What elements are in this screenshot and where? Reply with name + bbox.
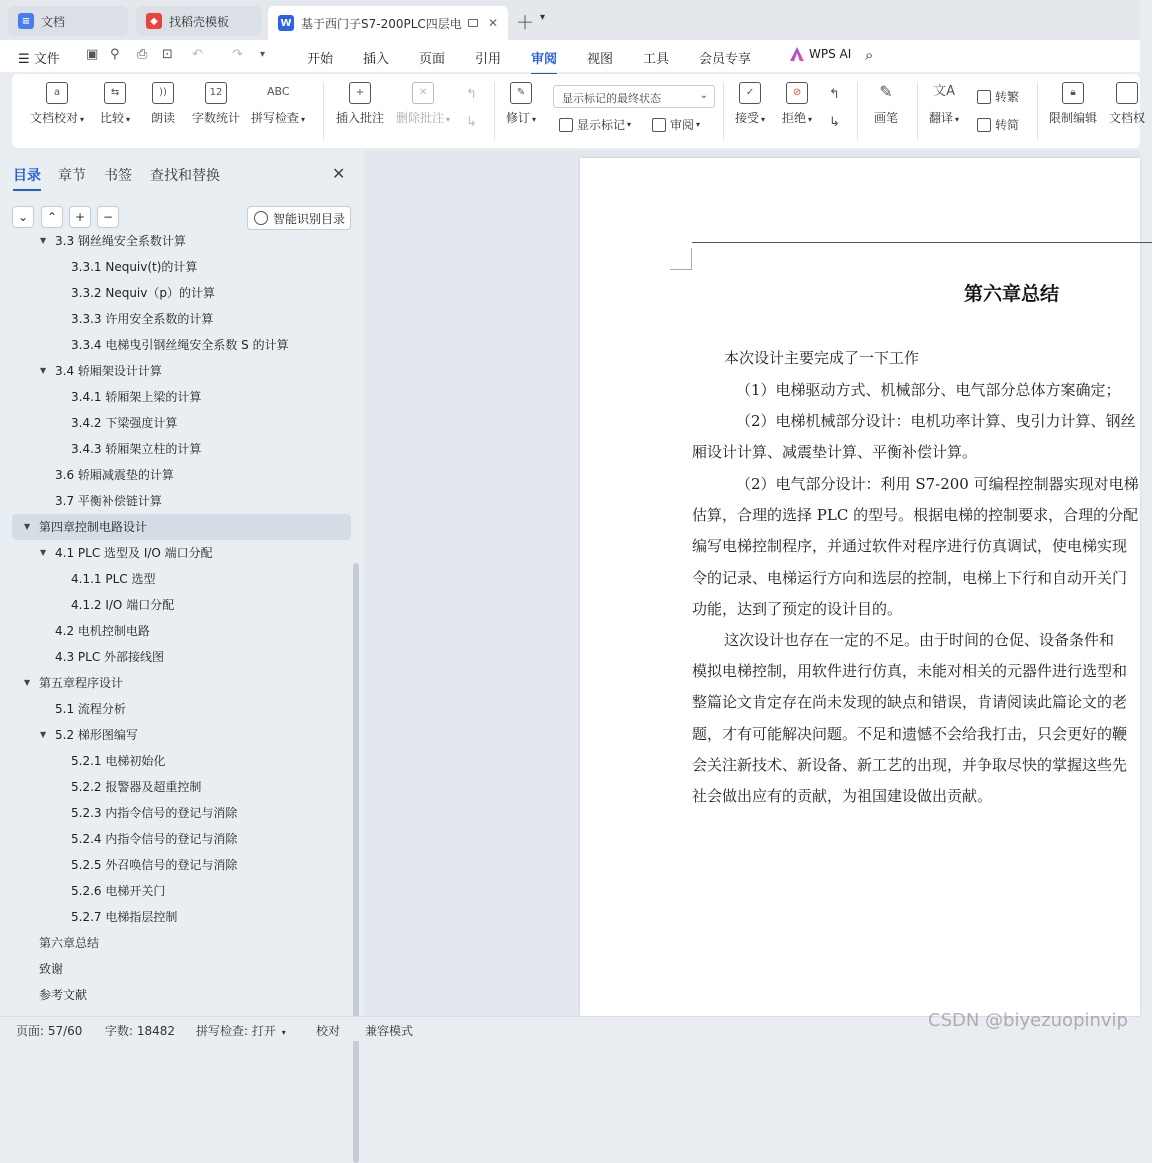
toc-item-label: 5.2.7 电梯指层控制 [71,910,178,924]
pen-button[interactable] [874,82,898,126]
markup-state-value: 显示标记的最终状态 [562,92,661,105]
toc-item[interactable] [0,280,352,306]
markup-state-select[interactable] [553,85,715,108]
delete-comment-button[interactable]: ✕ 删除批注 ▾ [396,82,450,126]
paragraph-line: （2）电气部分设计：利用 S7-200 可编程控制器实现对电梯 [736,475,1139,493]
doc-rights-icon [1116,82,1138,104]
wps-ai-icon [790,47,804,61]
collapse-down-button[interactable]: ⌄ [12,206,34,228]
toc-item-label: 3.3.1 Nequiv(t)的计算 [71,260,198,274]
toc-item[interactable] [0,644,352,670]
ribbon-divider [323,82,324,140]
show-markup-label: 显示标记 [577,118,626,132]
toc-item-label: 致谢 [39,962,64,976]
paragraph-line: 令的记录、电梯运行方向和选层的控制，电梯上下行和自动开关门 [692,569,1128,587]
toc-item-label: 5.2.3 内指令信号的登记与消除 [71,806,238,820]
chevron-down-icon: ⌄ [699,90,708,101]
paragraph-line: 题，才有可能解决问题。不足和遗憾不会给我打击，只会更好的鞭 [692,725,1128,743]
undo-icon[interactable]: ↶ [192,47,203,62]
tab-review[interactable]: 审阅 [531,48,557,67]
toc-item[interactable] [0,696,352,722]
revise-label: 修订 [506,111,531,125]
translate-icon: 文A [933,84,955,99]
close-tab-icon[interactable]: ✕ [487,16,498,30]
toc-item[interactable] [0,228,352,254]
to-simplified-label: 转简 [995,118,1020,132]
review-pane-icon [652,118,666,132]
toc-item[interactable] [0,956,352,982]
read-aloud-label: 朗读 [151,111,176,125]
expand-triangle-icon[interactable]: ▼ [40,236,47,245]
nav-tab-toc[interactable]: 目录 [13,165,41,185]
compare-button[interactable]: ⇆ 比较 ▾ [100,82,130,126]
simplified-icon [977,118,991,132]
toc-item[interactable] [0,774,352,800]
expand-all-button[interactable]: + [69,206,91,228]
delete-comment-label: 删除批注 [396,111,445,125]
tab-page[interactable]: 页面 [419,52,446,67]
next-comment-icon[interactable]: ↳ [466,115,477,130]
toc-item-label: 3.3.2 Nequiv（p）的计算 [71,286,215,300]
collapse-all-button[interactable]: − [97,206,119,228]
toc-item-label: 参考文献 [39,988,88,1002]
more-chevron-icon[interactable]: ▾ [260,49,266,60]
toc-item-label: 5.2.4 内指令信号的登记与消除 [71,832,238,846]
toc-item-label: 3.6 轿厢减震垫的计算 [55,468,174,482]
toc-item[interactable] [0,566,352,592]
toc-item[interactable] [0,930,352,956]
tab-references[interactable]: 引用 [475,52,502,67]
paragraph-line: （2）电梯机械部分设计：电机功率计算、曳引力计算、钢丝 [736,412,1136,430]
toc-item[interactable] [0,826,352,852]
compat-mode-status: 兼容模式 [365,1024,414,1038]
toc-item-label: 第五章程序设计 [39,676,124,690]
page-indicator[interactable]: 页面: 57/60 [16,1024,83,1038]
word-count-button[interactable] [192,82,240,126]
ribbon-divider [1037,82,1038,140]
toc-item-label: 第四章控制电路设计 [39,520,148,534]
lock-icon: 🔒︎ [1062,82,1084,104]
paragraph-line: 会关注新技术、新设备、新工艺的出现，并争取尽快的掌握这些先 [692,756,1128,774]
paragraph-line: 厢设计计算、减震垫计算、平衡补偿计算。 [692,443,978,461]
toc-item[interactable] [0,254,352,280]
doc-rights-button[interactable] [1109,82,1145,126]
delete-comment-icon: ✕ [412,82,434,104]
previous-comment-icon[interactable]: ↰ [466,87,477,102]
accept-button[interactable]: ✓ 接受 ▾ [735,82,765,126]
document-area [364,150,1140,1016]
file-menu[interactable]: ☰ 文件 [18,52,60,67]
proofread-status[interactable]: 校对 [316,1024,341,1038]
save-icon[interactable]: ▣ [86,47,99,62]
watermark: CSDN @biyezuopinvip [928,1010,1128,1031]
smart-toc-label: 智能识别目录 [273,211,346,226]
toc-list [0,234,352,1016]
wps-ai-label: WPS AI [809,47,852,61]
toc-item[interactable] [0,904,352,930]
toc-item-label: 5.2 梯形图编写 [55,728,138,742]
reject-label: 拒绝 [782,111,807,125]
smart-toc-icon [254,211,268,225]
word-doc-icon: W [278,15,294,31]
ribbon-divider [494,82,495,140]
toc-item-label: 3.3.3 许用安全系数的计算 [71,312,214,326]
header-rule [692,242,1152,243]
reject-icon: ⊘ [786,82,808,104]
review-pane-button[interactable]: 审阅 ▾ [652,116,700,133]
toc-item[interactable] [0,332,352,358]
paragraph-line: 编写电梯控制程序，并通过软件对程序进行仿真调试，使电梯实现 [692,537,1128,555]
reject-button[interactable]: ⊘ 拒绝 ▾ [782,82,812,126]
toc-item-label: 5.1 流程分析 [55,702,126,716]
paragraph-line: 本次设计主要完成了一下工作 [724,349,920,367]
accept-label: 接受 [735,111,760,125]
paragraph-line: 模拟电梯控制，用软件进行仿真，未能对相关的元器件进行选型和 [692,662,1128,680]
toc-item[interactable] [0,488,352,514]
to-traditional-button[interactable] [977,88,1019,105]
toc-item-label: 3.4.1 轿厢架上梁的计算 [71,390,202,404]
doc-check-button[interactable]: a 文档校对 ▾ [30,82,84,126]
pen-icon: ✎ [879,82,893,101]
traditional-icon [977,90,991,104]
chevron-down-icon[interactable]: ▾ [540,12,546,23]
expand-triangle-icon[interactable]: ▼ [24,522,31,531]
spell-check-status-label: 拼写检查: 打开 [196,1024,276,1038]
compare-icon: ⇆ [104,82,126,104]
doc-check-label: 文档校对 [30,111,79,125]
paragraph-line: 社会做出应有的贡献，为祖国建设做出贡献。 [692,787,993,805]
to-simplified-button[interactable] [977,116,1019,133]
tab-bar [0,0,1140,40]
tab-view[interactable]: 视图 [587,52,614,67]
toc-item-label: 5.2.6 电梯开关门 [71,884,166,898]
print-preview-icon[interactable]: ⊡ [162,47,173,62]
tab-docs[interactable] [8,6,128,36]
toc-item[interactable] [0,670,352,696]
redo-icon[interactable]: ↷ [232,47,243,62]
toc-item-label: 5.2.2 报警器及超重控制 [71,780,202,794]
paragraph-line: 功能，达到了预定的设计目的。 [692,600,903,618]
word-count-label: 字数统计 [192,111,241,125]
expand-triangle-icon[interactable]: ▼ [24,678,31,687]
word-count-status[interactable]: 字数: 18482 [105,1024,176,1038]
restrict-edit-button[interactable] [1049,82,1097,126]
read-aloud-button[interactable] [151,82,175,126]
tab-label: 找稻壳模板 [169,14,230,29]
toc-item[interactable] [0,878,352,904]
to-traditional-label: 转繁 [995,90,1020,104]
accept-icon: ✓ [739,82,761,104]
spell-check-button[interactable]: ABC 拼写检查 ▾ [251,82,305,126]
insert-comment-button[interactable] [336,82,384,126]
pen-label: 画笔 [874,111,899,125]
toc-item-label: 3.4.2 下梁强度计算 [71,416,178,430]
smart-toc-button[interactable] [247,206,351,230]
toc-item-label: 3.4 轿厢架设计计算 [55,364,162,378]
expand-triangle-icon[interactable]: ▼ [40,548,47,557]
tab-templates[interactable] [136,6,262,36]
toc-item[interactable] [0,592,352,618]
toc-item-label: 3.4.3 轿厢架立柱的计算 [71,442,202,456]
word-count-icon: 12 [205,82,227,104]
ribbon-divider [857,82,858,140]
tab-member[interactable]: 会员专享 [699,52,752,67]
toc-item-label: 5.2.5 外召唤信号的登记与消除 [71,858,238,872]
expand-triangle-icon[interactable]: ▼ [40,366,47,375]
paragraph-line: （1）电梯驱动方式、机械部分、电气部分总体方案确定； [736,381,1121,399]
nav-tabs [0,150,362,196]
margin-corner-mark [670,248,692,270]
tab-label: 文档 [41,14,66,29]
paragraph-line: 估算，合理的选择 PLC 的型号。根据电梯的控制要求，合理的分配 [692,506,1139,524]
toc-item-label: 4.1.2 I/O 端口分配 [71,598,175,612]
document-page[interactable] [580,158,1140,1016]
toc-item[interactable] [0,618,352,644]
menu-bar [0,40,1140,72]
close-icon[interactable]: ✕ [332,164,346,183]
search-icon[interactable]: ⌕ [865,46,874,64]
spell-check-label: 拼写检查 [251,111,300,125]
show-markup-button[interactable]: 显示标记 ▾ [559,116,631,133]
new-tab-icon[interactable]: ＋ [516,13,534,34]
expand-triangle-icon[interactable]: ▼ [40,730,47,739]
toc-item-label: 3.7 平衡补偿链计算 [55,494,162,508]
review-pane-label: 审阅 [670,118,695,132]
tab-insert[interactable]: 插入 [363,52,390,67]
toc-item[interactable] [0,410,352,436]
toc-item[interactable] [0,306,352,332]
toc-item-label: 4.1 PLC 选型及 I/O 端口分配 [55,546,213,560]
doc-check-icon: a [46,82,68,104]
show-markup-icon [559,118,573,132]
share-icon[interactable]: ⚲ [110,47,120,62]
paragraph-line: 整篇论文肯定存在尚未发现的缺点和错误，肯请阅读此篇论文的老 [692,693,1128,711]
toc-item-label: 3.3 钢丝绳安全系数计算 [55,234,186,248]
chapter-title: 第六章总结 [964,283,1060,305]
restrict-edit-label: 限制编辑 [1049,111,1098,125]
toc-item[interactable] [0,800,352,826]
toc-item-label: 3.3.4 电梯曳引钢丝绳安全系数 S 的计算 [71,338,289,352]
toc-item[interactable] [0,852,352,878]
review-ribbon [12,74,1146,148]
navigation-pane [0,150,362,1016]
revise-icon: ✎ [510,82,532,104]
toc-item[interactable] [0,436,352,462]
revise-button[interactable]: ✎ 修订 ▾ [506,82,536,126]
toc-item-label: 4.1.1 PLC 选型 [71,572,156,586]
translate-label: 翻译 [929,111,954,125]
tab-home[interactable]: 开始 [307,52,334,67]
spell-check-icon: ABC [267,85,290,98]
toc-item[interactable] [0,462,352,488]
insert-comment-label: 插入批注 [336,111,385,125]
nav-tab-bookmarks[interactable]: 书签 [104,168,132,184]
nav-tab-find-replace[interactable]: 查找和替换 [150,168,220,184]
ribbon-divider [917,82,918,140]
toc-item-label: 4.2 电机控制电路 [55,624,150,638]
toc-item-label: 5.2.1 电梯初始化 [71,754,166,768]
wps-ai-button[interactable] [790,47,851,61]
compare-label: 比较 [100,111,125,125]
previous-change-icon[interactable]: ↰ [829,87,840,102]
docs-icon: ≡ [18,13,34,29]
ribbon-divider [723,82,724,140]
translate-button[interactable]: 文A 翻译 ▾ [929,84,960,125]
screen-icon [468,19,478,27]
spell-check-status[interactable]: 拼写检查: 打开 ▾ [196,1024,286,1038]
toc-item-label: 第六章总结 [39,936,100,950]
tab-label: 基于西门子S7-200PLC四层电 [301,16,462,31]
toc-item[interactable] [0,358,352,384]
nav-tab-chapters[interactable]: 章节 [58,168,86,184]
toc-item[interactable] [0,748,352,774]
toc-scrollbar[interactable] [353,563,359,1163]
toc-item[interactable] [0,540,352,566]
template-icon: ◆ [146,13,162,29]
toc-item[interactable] [0,982,352,1008]
collapse-up-button[interactable]: ⌃ [41,206,63,228]
toc-item-label: 4.3 PLC 外部接线图 [55,650,165,664]
insert-comment-icon: + [349,82,371,104]
toc-item[interactable] [0,384,352,410]
print-icon[interactable]: ⎙ [137,47,148,62]
doc-rights-label: 文档权 [1109,111,1146,125]
paragraph-line: 这次设计也存在一定的不足。由于时间的仓促、设备条件和 [724,631,1115,649]
read-aloud-icon: )) [152,82,174,104]
file-menu-label: 文件 [33,52,60,67]
next-change-icon[interactable]: ↳ [829,115,840,130]
toc-item[interactable] [12,514,351,540]
tab-current-document[interactable] [268,6,508,40]
toc-item[interactable] [0,722,352,748]
tab-tools[interactable]: 工具 [643,52,670,67]
